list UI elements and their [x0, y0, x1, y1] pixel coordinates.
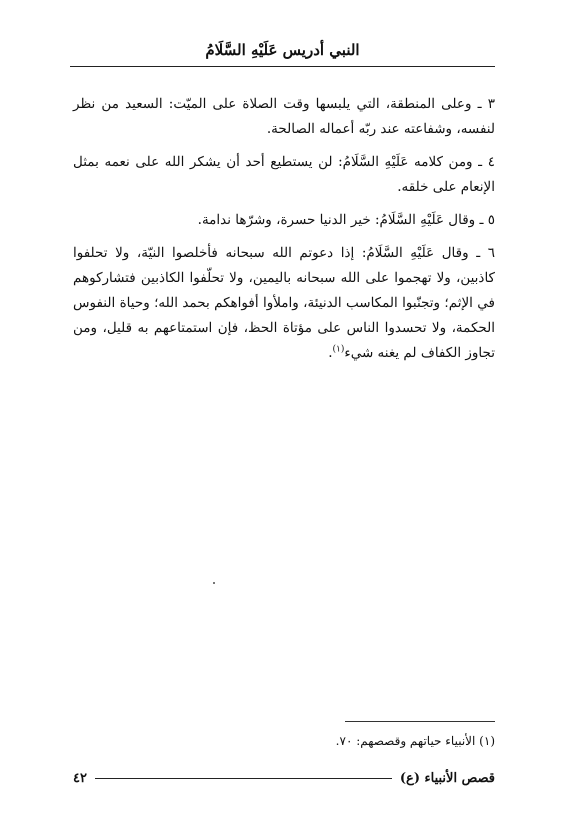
footnote-reference: (١) — [332, 344, 345, 355]
footnote: (١) الأنبياء حياتهم وقصصهم: ٧٠. — [335, 734, 495, 748]
paragraph-5: ٥ ـ وقال عَلَيْهِ السَّلَامُ: خير الدنيا حسرة، وشرّها ندامة. — [197, 212, 495, 228]
page-number: ٤٢ — [73, 770, 87, 786]
footnote-divider — [345, 721, 495, 722]
paragraph-6-text: ٦ ـ وقال عَلَيْهِ السَّلَامُ: إذا دعوتم الله سبحانه فأخلصوا النيّة، ولا تحلفوا كاذبين، ولا تهجموا على الله سبحانه باليمين، ولا تحلّفوا الكاذبين فتشاركوهم في الإثم؛ وتجنّبوا المكاسب الدنيئة، واملأوا أفواهكم بحمد الله؛ وحياة النفوس الحكمة، ولا تحسدوا الناس على مؤتاة الحظ، فإن استمتاعهم به قليل، ومن تجاوز الكفاف لم يغنه شيء — [73, 245, 495, 361]
header-divider — [70, 66, 495, 67]
footer-book-title: قصص الأنبياء (ع) — [399, 770, 495, 786]
paragraph-4: ٤ ـ ومن كلامه عَلَيْهِ السَّلَامُ: لن يستطيع أحد أن يشكر الله على نعمه بمثل الإنعام على خلقه. — [73, 154, 495, 195]
paragraph-6: ٦ ـ وقال عَلَيْهِ السَّلَامُ: إذا دعوتم الله سبحانه فأخلصوا النيّة، ولا تحلفوا كاذبين، ولا تهجموا على الله سبحانه باليمين، ولا تحلّفوا الكاذبين فتشاركوهم في الإثم؛ وتجنّبوا المكاسب الدنيئة، واملأوا أفواهكم بحمد الله؛ وحياة النفوس الحكمة، ولا تحسدوا الناس على مؤتاة الحظ، فإن استمتاعهم به قليل، ومن تجاوز الكفاف لم يغنه شيء$^{(١)}$. — [73, 245, 495, 361]
page-header-title: النبي أدريس عَلَيْهِ السَّلَامُ — [205, 41, 360, 59]
footer-rule — [95, 778, 392, 779]
print-speck — [213, 582, 215, 584]
page-body — [73, 92, 495, 374]
paragraph-3: ٣ ـ وعلى المنطقة، التي يلبسها وقت الصلاة على الميّت: السعيد من نظر لنفسه، وشفاعته عند ربّه أعماله الصالحة. — [73, 96, 495, 137]
page-footer — [73, 768, 495, 788]
